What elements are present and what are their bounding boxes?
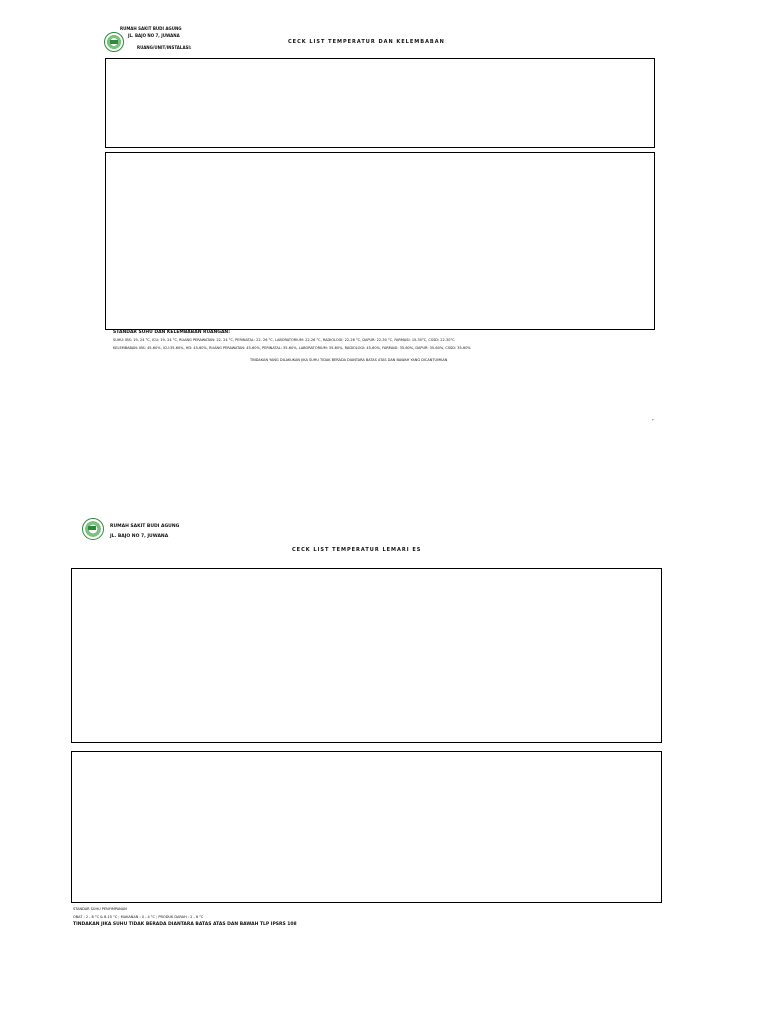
standard-suhu: SUHU: IBS: 19- 24 °C, ICU: 19- 24 °C, RUANG PERAWATAN: 22- 24 °C, PERINATAL: 22- 26 °C, LABORATORIUM: 22-26 °C, RADIOLOGI: 22-26 °C, DAPUR: 22-30 °C, FARMASI: 15-30°C, CSSD: 22-30°C [113, 338, 455, 342]
fridge-temperature-grid-2 [71, 751, 662, 903]
standard-kelembaban: KELEMBABAN: IBS: 45-60%, ICU:35-60%, HD: 45-60%, RUANG PERAWATAN: 45-60%, PERINATAL: 35-60%, LABORATORIUM: 35-60%, RADIOLOGI: 45-60%, FARMASI: 35-60%, DAPUR: 35-60%, CSSD: 35-60% [113, 346, 471, 350]
stray-mark: , [652, 415, 654, 422]
hospital-logo-2 [82, 518, 104, 540]
temperature-grid [105, 58, 655, 148]
standard-title: STANDAR SUHU DAN KELEMBABAN RUANGAN: [113, 330, 231, 335]
page1-title: CECK LIST TEMPERATUR DAN KELEMBABAN [288, 39, 445, 45]
hospital-address-2: JL. BAJO NO 7, JUWANA [110, 534, 169, 539]
hospital-address: JL. BAJO NO 7, JUWANA [128, 33, 180, 38]
unit-label: RUANG/UNIT/INSTALASI: [137, 45, 192, 50]
fridge-temperature-grid-1 [71, 568, 662, 743]
standard-line-2: OBAT : 2 - 8 °C & 8-15 °C ; MAKANAN : 0 - 4 °C ; PRODUK DARAH : 2 - 6 °C [73, 915, 204, 919]
hospital-logo [104, 32, 124, 52]
page2-title: CECK LIST TEMPERATUR LEMARI ES [292, 547, 422, 553]
action-title: TINDAKAN YANG DILAKUKAN JIKA SUHU TIDAK BERADA DIANTARA BATAS ATAS DAN BAWAH YANG DICANTUMKAN [250, 358, 448, 362]
hospital-name: RUMAH SAKIT BUDI AGUNG [120, 26, 182, 31]
hospital-name-2: RUMAH SAKIT BUDI AGUNG [110, 524, 180, 529]
standard-title-2: STANDAR SUHU PENYIMPANAN [73, 907, 127, 911]
action-title-2: TINDAKAN JIKA SUHU TIDAK BERADA DIANTARA BATAS ATAS DAN BAWAH TLP IPSRS 108 [73, 922, 297, 927]
humidity-grid [105, 152, 655, 330]
